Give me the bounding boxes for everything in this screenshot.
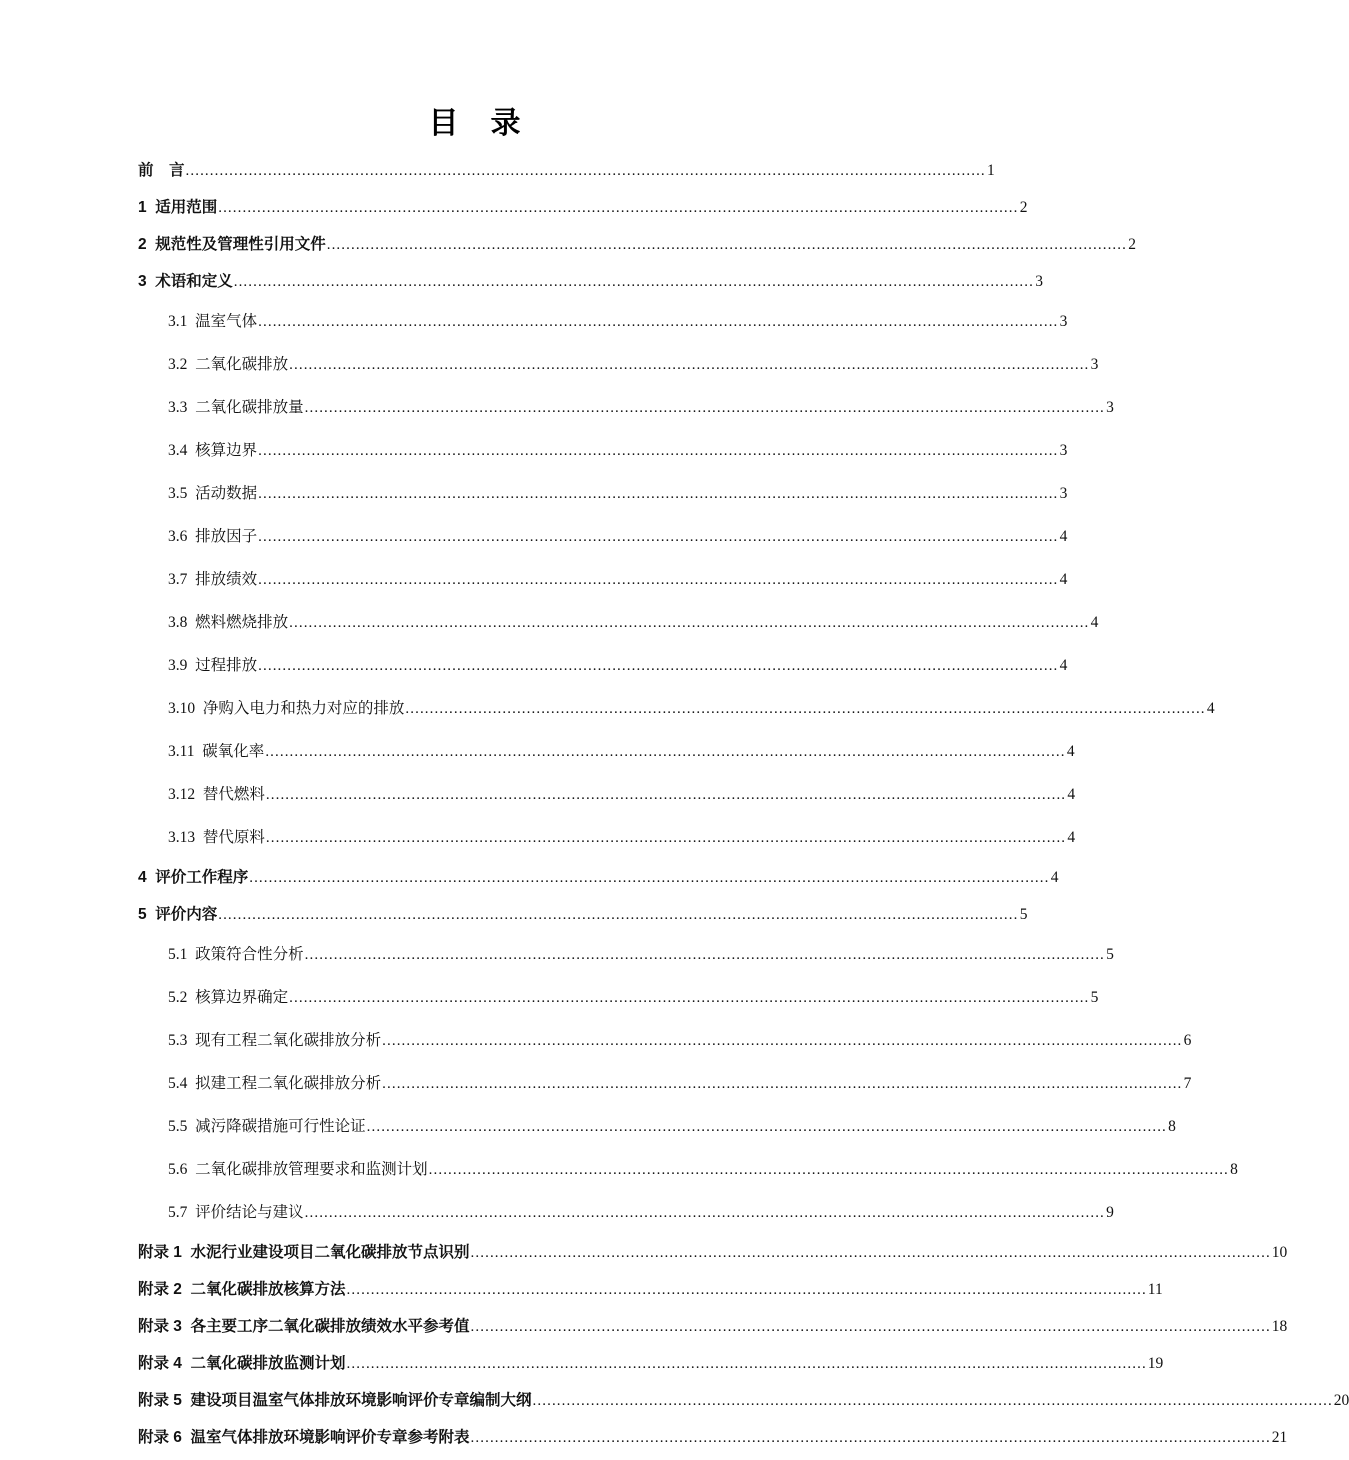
page-title: 目 录 [428,107,522,140]
toc-entry-page-number: 4 [1059,571,1068,588]
toc-entry-page-number: 4 [1050,869,1059,886]
toc-entry-page-number: 5 [1106,946,1114,963]
toc-entry[interactable] [138,1238,1288,1275]
toc-dot-leader [305,947,1105,963]
toc-entry[interactable] [138,691,1215,734]
toc-entry-label: 3.2 二氧化碳排放 [168,356,289,373]
toc-entry-page-number: 11 [1147,1281,1163,1298]
toc-entry-page-number: 3 [1059,442,1068,459]
toc-entry[interactable] [138,476,1068,519]
toc-entry[interactable] [138,980,1099,1023]
toc-entry-page-number: 5 [1019,906,1028,923]
toc-dot-leader [258,658,1058,674]
table-of-contents [138,156,1349,1460]
toc-entry-label: 1 适用范围 [138,199,218,216]
toc-entry-label: 3.7 排放绩效 [168,571,258,588]
toc-entry-label: 5 评价内容 [138,906,218,923]
toc-entry-label: 附录 5 建设项目温室气体排放环境影响评价专章编制大纲 [138,1392,532,1409]
toc-entry-label: 5.5 减污降碳措施可行性论证 [168,1118,366,1135]
toc-dot-leader [471,1245,1271,1261]
toc-entry-page-number: 19 [1147,1355,1164,1372]
toc-entry-label: 3.5 活动数据 [168,485,258,502]
toc-entry[interactable] [138,304,1068,347]
toc-entry-page-number: 21 [1271,1429,1288,1446]
toc-dot-leader [471,1430,1271,1446]
toc-entry-page-number: 3 [1059,485,1068,502]
toc-entry[interactable] [138,777,1076,820]
toc-dot-leader [266,830,1066,846]
toc-dot-leader [218,200,1018,216]
toc-entry-label: 附录 3 各主要工序二氧化碳排放绩效水平参考值 [138,1318,470,1335]
toc-entry-label: 3.9 过程排放 [168,657,258,674]
toc-entry-label: 3.1 温室气体 [168,313,258,330]
toc-dot-leader [471,1319,1271,1335]
toc-entry-page-number: 3 [1106,399,1114,416]
toc-dot-leader [258,486,1058,502]
toc-entry[interactable] [138,193,1028,230]
toc-entry[interactable] [138,1152,1238,1195]
toc-dot-leader [347,1282,1147,1298]
toc-entry[interactable] [138,433,1068,476]
toc-entry[interactable] [138,937,1114,980]
toc-entry-label: 3.10 净购入电力和热力对应的排放 [168,700,405,717]
toc-dot-leader [327,237,1127,253]
toc-dot-leader [289,990,1089,1006]
toc-entry[interactable] [138,156,995,193]
toc-dot-leader [258,529,1058,545]
toc-dot-leader [382,1076,1182,1092]
toc-dot-leader [266,787,1066,803]
toc-entry[interactable] [138,267,1043,304]
toc-dot-leader [305,400,1105,416]
toc-entry-page-number: 4 [1067,786,1076,803]
toc-dot-leader [249,870,1049,886]
toc-entry[interactable] [138,900,1028,937]
toc-entry-label: 3.4 核算边界 [168,442,258,459]
toc-entry-label: 3.3 二氧化碳排放量 [168,399,304,416]
toc-entry-page-number: 7 [1183,1075,1192,1092]
toc-entry[interactable] [138,1109,1176,1152]
toc-entry[interactable] [138,734,1075,777]
toc-entry-page-number: 4 [1206,700,1215,717]
toc-entry-label: 3.13 替代原料 [168,829,265,846]
toc-entry[interactable] [138,863,1059,900]
toc-entry-label: 5.4 拟建工程二氧化碳排放分析 [168,1075,382,1092]
toc-entry[interactable] [138,1312,1288,1349]
toc-entry[interactable] [138,347,1099,390]
toc-entry-label: 4 评价工作程序 [138,869,249,886]
toc-entry-label: 2 规范性及管理性引用文件 [138,236,326,253]
toc-entry[interactable] [138,820,1076,863]
toc-entry-page-number: 20 [1333,1392,1349,1409]
toc-dot-leader [289,357,1089,373]
toc-entry-label: 前 言 [138,162,185,179]
toc-dot-leader [533,1393,1333,1409]
toc-entry-page-number: 4 [1090,614,1099,631]
toc-entry[interactable] [138,1195,1114,1238]
toc-entry-label: 3 术语和定义 [138,273,233,290]
toc-entry[interactable] [138,519,1068,562]
toc-entry[interactable] [138,1066,1192,1109]
toc-entry-label: 3.11 碳氧化率 [168,743,265,760]
toc-entry-label: 5.1 政策符合性分析 [168,946,304,963]
toc-entry-page-number: 3 [1035,273,1043,290]
toc-dot-leader [405,701,1205,717]
toc-entry-page-number: 8 [1168,1118,1176,1135]
toc-entry-page-number: 9 [1106,1204,1114,1221]
toc-dot-leader [258,443,1058,459]
toc-entry-page-number: 4 [1059,657,1068,674]
toc-entry[interactable] [138,390,1114,433]
toc-entry[interactable] [138,1349,1164,1386]
toc-dot-leader [258,314,1058,330]
toc-dot-leader [367,1119,1167,1135]
toc-entry-label: 附录 6 温室气体排放环境影响评价专章参考附表 [138,1429,470,1446]
toc-entry[interactable] [138,1023,1192,1066]
toc-entry-label: 附录 2 二氧化碳排放核算方法 [138,1281,346,1298]
toc-dot-leader [305,1205,1105,1221]
toc-entry[interactable] [138,648,1068,691]
toc-dot-leader [258,572,1058,588]
toc-entry-page-number: 3 [1059,313,1068,330]
toc-entry-page-number: 4 [1067,829,1076,846]
toc-entry-page-number: 18 [1271,1318,1288,1335]
toc-dot-leader [289,615,1089,631]
toc-entry-page-number: 8 [1230,1161,1238,1178]
toc-entry-page-number: 10 [1271,1244,1288,1261]
toc-entry-page-number: 5 [1090,989,1099,1006]
toc-entry-page-number: 2 [1128,236,1136,253]
toc-entry-page-number: 4 [1059,528,1068,545]
toc-entry[interactable] [138,1275,1163,1312]
toc-entry-label: 5.6 二氧化碳排放管理要求和监测计划 [168,1161,428,1178]
toc-entry-label: 5.2 核算边界确定 [168,989,289,1006]
toc-entry[interactable] [138,1386,1349,1423]
toc-entry-page-number: 6 [1183,1032,1192,1049]
toc-entry-label: 3.12 替代燃料 [168,786,265,803]
toc-dot-leader [382,1033,1182,1049]
toc-entry[interactable] [138,562,1068,605]
toc-entry-page-number: 1 [987,162,995,179]
toc-entry[interactable] [138,605,1099,648]
toc-entry-page-number: 2 [1019,199,1028,216]
toc-entry[interactable] [138,230,1136,267]
toc-entry-page-number: 3 [1090,356,1099,373]
toc-dot-leader [347,1356,1147,1372]
toc-entry[interactable] [138,1423,1288,1460]
toc-dot-leader [186,163,986,179]
toc-entry-label: 3.8 燃料燃烧排放 [168,614,289,631]
toc-entry-label: 3.6 排放因子 [168,528,258,545]
toc-entry-label: 附录 1 水泥行业建设项目二氧化碳排放节点识别 [138,1244,470,1261]
toc-entry-label: 5.3 现有工程二氧化碳排放分析 [168,1032,382,1049]
toc-dot-leader [218,907,1018,923]
toc-dot-leader [429,1162,1229,1178]
toc-entry-page-number: 4 [1066,743,1075,760]
toc-entry-label: 附录 4 二氧化碳排放监测计划 [138,1355,346,1372]
toc-dot-leader [265,744,1065,760]
toc-dot-leader [234,274,1034,290]
toc-entry-label: 5.7 评价结论与建议 [168,1204,304,1221]
